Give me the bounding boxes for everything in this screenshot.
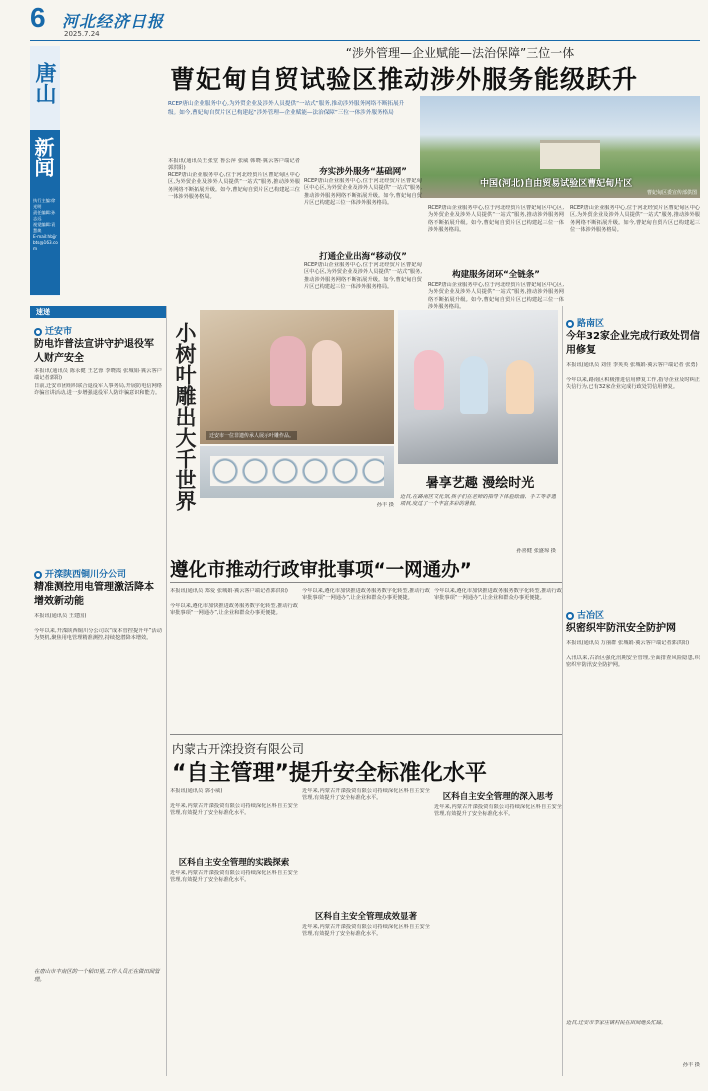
photo-caption-band: 中国(河北)自由贸易试验区曹妃甸片区 [480, 179, 633, 189]
right-story1-body: 今年以来,路南区积极推进信用修复工作,指导企业及时纠正失信行为,已有32家企业完成行政处罚信用修复。 [566, 377, 700, 391]
left-story1-location: 迁安市 [34, 324, 72, 337]
middle-byline: 本报讯(通讯员 郑爱 张城娟·冀云客户端记者郭洪阳) [170, 588, 288, 594]
location-pin-icon [566, 612, 574, 620]
lead-body-col4: RCEP唐山企业服务中心,位于河北经贸片区曹妃甸区中心区,为外贸企业及涉外人员提供“一站式”服务,推动涉外服务网络不断拓展升级。如今,曹妃甸自贸片区已构建起三位一体涉外服务格局。 [570, 205, 700, 234]
masthead [0, 0, 708, 42]
photo-figure [312, 340, 342, 406]
bottom-body-col2b: 近年来,内蒙古开滦投资有限公司持续深化区科自主安全管理,有效提升了安全标准化水平。 [302, 924, 430, 938]
right-story1-location: 路南区 [566, 316, 604, 329]
column-divider [166, 306, 167, 1076]
lead-subhead-1: 夯实涉外服务“基础网” [319, 167, 407, 177]
express-label: 速递 [36, 308, 50, 316]
lead-byline: 本报讯(通讯员王张堂 鲁公萍 张威 韩晓·冀云客户端记者郭洪阳) [168, 158, 300, 172]
region-title: 唐山 [33, 62, 57, 104]
summer-photo [398, 310, 558, 464]
feature-credit: 孙丰 摄 [376, 502, 394, 508]
bottom-headline: “自主管理”提升安全标准化水平 [172, 761, 487, 786]
bottom-right-credit: 孙丰 摄 [682, 1062, 700, 1068]
paper-name: 河北经济日报 [62, 12, 165, 31]
lead-body-col2a: RCEP唐山企业服务中心,位于河北经贸片区曹妃甸区中心区,为外贸企业及涉外人员提供“一站式”服务,推动涉外服务网络不断拓展升级。如今,曹妃甸自贸片区已构建起三位一体涉外服务格局。 [304, 178, 422, 207]
lead-body-col3a: RCEP唐山企业服务中心,位于河北经贸片区曹妃甸区中心区,为外贸企业及涉外人员提供“一站式”服务,推动涉外服务网络不断拓展升级。如今,曹妃甸自贸片区已构建起三位一体涉外服务格局。 [428, 205, 564, 234]
bottom-kicker: 内蒙古开滦投资有限公司 [172, 742, 305, 756]
photo-figure [506, 360, 534, 414]
right-story2-location: 古冶区 [566, 608, 604, 621]
bottom-subhead-1: 区科自主安全管理的实践探索 [178, 858, 290, 868]
right-story1-byline: 本报讯(通讯员 刘佳 李英英 张城娟·冀云客户端记者 张勇) [566, 362, 698, 368]
lead-headline: 曹妃甸自贸试验区推动涉外服务能级跃升 [170, 65, 639, 94]
summer-body: 近日,在路南区文化馆,孩子们在老师的指导下体验绘画、手工等非遗项目,度过了一个丰富多彩的暑假。 [400, 494, 556, 508]
masthead-rule [30, 40, 700, 41]
location-pin-icon [566, 320, 574, 328]
lead-subhead-3: 构建服务闭环“全链条” [452, 270, 540, 280]
issue-date: 2025.7.24 [64, 30, 100, 38]
bottom-body-col2a: 近年来,内蒙古开滦投资有限公司持续深化区科自主安全管理,有效提升了安全标准化水平。 [302, 788, 430, 802]
right-story2-byline: 本报讯(通讯员 万丽群 张城娟·冀云客户端记者郭洪阳) [566, 640, 690, 646]
middle-body-col1: 今年以来,遵化市加快推进政务服务数字化转型,推动行政审批事项“一网通办”,让企业和群众办事更便捷。 [170, 603, 298, 617]
editor-list: 执行主编:徐光明 责任编辑:孙志远 视觉编辑:袁慧焕 E-mail:hbjjrbts@163.com [33, 198, 58, 251]
bottom-body-col3: 近年来,内蒙古开滦投资有限公司持续深化区科自主安全管理,有效提升了安全标准化水平。 [434, 804, 562, 818]
left-story2-title: 精准测控用电管理激活降本增效新动能 [34, 582, 154, 607]
section-divider [170, 734, 562, 735]
lead-subhead-2: 打通企业出海“移动仪” [319, 252, 407, 262]
feature-photo-small [200, 446, 394, 498]
feature-photo-main [200, 310, 394, 444]
bottom-body-col1b: 近年来,内蒙古开滦投资有限公司持续深化区科自主安全管理,有效提升了安全标准化水平。 [170, 870, 298, 884]
bottom-subhead-2: 区科自主安全管理成效显著 [314, 912, 417, 922]
summer-title: 暑享艺趣 漫绘时光 [425, 476, 535, 491]
left-photo-caption: 在唐山市丰南区的一个稻田里,工作人员正在做田间管理。 [34, 969, 160, 983]
left-story1-body: 日前,迁安市团组织联合退役军人事务局,开展防电信网络诈骗宣讲活动,进一步增强退役军人防诈骗意识和能力。 [34, 383, 162, 397]
bottom-right-caption: 近日,迁安市李家庄镇村民在田间地头忙碌。 [566, 1020, 667, 1026]
bottom-byline: 本报讯(通讯员 郭小威) [170, 788, 223, 794]
middle-headline: 遵化市推动行政审批事项“一网通办” [170, 560, 472, 581]
right-story2-body: 入汛以来,古冶区强化汛期安全管理,全面排查风险隐患,织密织牢防汛安全防护网。 [566, 655, 700, 669]
section-title: 新闻 [31, 137, 55, 177]
left-story1-title: 防电诈普法宣讲守护退役军人财产安全 [34, 339, 154, 364]
lead-body-col3b: RCEP唐山企业服务中心,位于河北经贸片区曹妃甸区中心区,为外贸企业及涉外人员提供“一站式”服务,推动涉外服务网络不断拓展升级。如今,曹妃甸自贸片区已构建起三位一体涉外服务格局。 [428, 282, 564, 310]
middle-body-col3: 今年以来,遵化市加快推进政务服务数字化转型,推动行政审批事项“一网通办”,让企业和群众办事更便捷。 [434, 588, 562, 602]
left-story1-byline: 本报讯(通讯员 陈永健 王艺蓉 李晓霞 张城娟·冀云客户端记者郭阳) [34, 368, 162, 382]
photo-figure [460, 356, 488, 414]
lead-body-col1: RCEP唐山企业服务中心,位于河北经贸片区曹妃甸区中心区,为外贸企业及涉外人员提供“一站式”服务,推动涉外服务网络不断拓展升级。如今,曹妃甸自贸片区已构建起三位一体涉外服务格局。 [168, 172, 300, 201]
left-story2-byline: 本报讯(通讯员 王建国) [34, 613, 87, 619]
right-story1-title: 今年32家企业完成行政处罚信用修复 [566, 331, 700, 356]
photo-credit: 曹妃甸区委宣传部供图 [646, 190, 697, 196]
summer-credit: 孙喜健 张盛琼 摄 [516, 548, 556, 554]
photo-figure [414, 350, 444, 410]
express-tab [30, 306, 166, 318]
feature-title: 小树叶雕出大千世界 [173, 322, 197, 511]
photo-building [540, 140, 600, 169]
right-story2-title: 织密织牢防汛安全防护网 [566, 623, 676, 634]
lead-body-col2b: RCEP唐山企业服务中心,位于河北经贸片区曹妃甸区中心区,为外贸企业及涉外人员提供“一站式”服务,推动涉外服务网络不断拓展升级。如今,曹妃甸自贸片区已构建起三位一体涉外服务格局。 [304, 262, 422, 291]
feature-photo-caption: 迁安市一位非遗传承人展示叶雕作品。 [206, 431, 297, 440]
middle-rule [170, 582, 562, 583]
photo-plates-row [210, 456, 384, 486]
bottom-body-col1a: 近年来,内蒙古开滦投资有限公司持续深化区科自主安全管理,有效提升了安全标准化水平。 [170, 803, 298, 817]
middle-body-col2: 今年以来,遵化市加快推进政务服务数字化转型,推动行政审批事项“一网通办”,让企业和群众办事更便捷。 [302, 588, 430, 602]
column-divider [562, 306, 563, 1076]
left-story2-location: 开滦陕西铜川分公司 [34, 567, 126, 580]
lead-kicker: “涉外管理—企业赋能—法治保障”三位一体 [345, 46, 575, 60]
lead-summary: RCEP唐山企业服务中心,为外贸企业及涉外人员提供“一站式”服务,推动涉外服务网络不断拓展升级。如今,曹妃甸自贸片区已构建起“涉外管理—企业赋能—法治保障”三位一体涉外服务格局 [168, 101, 405, 116]
photo-figure [270, 336, 306, 406]
location-pin-icon [34, 571, 42, 579]
page-number: 6 [30, 2, 46, 33]
lead-photo [420, 96, 700, 198]
left-story2-body: 今年以来,开滦陕西铜川分公司以“成本管控提升年”活动为契机,聚焦用电管理精准测控,持续挖潜降本增效。 [34, 628, 162, 642]
location-pin-icon [34, 328, 42, 336]
bottom-subhead-3: 区科自主安全管理的深入思考 [442, 792, 554, 802]
